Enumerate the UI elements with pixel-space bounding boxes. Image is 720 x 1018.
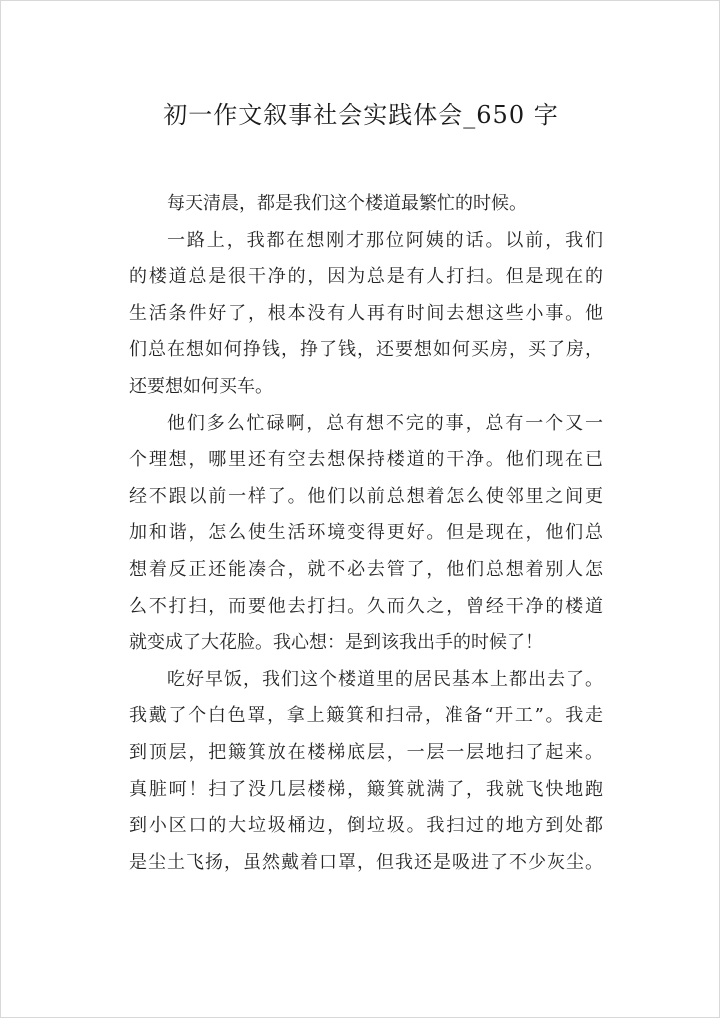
body-line: 加和谐，怎么使生活环境变得更好。但是现在，他们总 (129, 522, 603, 544)
body-line: 经不跟以前一样了。他们以前总想着怎么使邻里之间更 (129, 485, 603, 507)
body-line: 生活条件好了，根本没有人再有时间去想这些小事。他 (129, 302, 603, 324)
body-line: 他们多么忙碌啊，总有想不完的事，总有一个又一 (167, 412, 603, 434)
body-line: 们总在想如何挣钱，挣了钱，还要想如何买房，买了房， (129, 339, 603, 361)
body-line: 想着反正还能凑合，就不必去管了，他们总想着别人怎 (129, 558, 603, 580)
body-line: 每天清晨，都是我们这个楼道最繁忙的时候。 (167, 193, 527, 214)
body-line: 的楼道总是很干净的，因为总是有人打扫。但是现在的 (129, 266, 603, 288)
body-line: 个理想，哪里还有空去想保持楼道的干净。他们现在已 (129, 449, 603, 471)
body-line: 是尘土飞扬，虽然戴着口罩，但我还是吸进了不少灰尘。 (129, 851, 603, 873)
body-line: 么不打扫，而要他去打扫。久而久之，曾经干净的楼道 (129, 595, 603, 617)
document-body (129, 186, 603, 881)
body-line: 我戴了个白色罩，拿上簸箕和扫帚，准备“开工”。我走 (129, 705, 603, 727)
body-line: 到小区口的大垃圾桶边，倒垃圾。我扫过的地方到处都 (129, 815, 603, 837)
document-title: 初一作文叙事社会实践体会_650 字 (163, 101, 559, 129)
body-line: 还要想如何买车。 (129, 375, 273, 397)
body-line: 真脏呵！扫了没几层楼梯，簸箕就满了，我就飞快地跑 (129, 778, 603, 800)
body-line: 到顶层，把簸箕放在楼梯底层，一层一层地扫了起来。 (129, 741, 603, 763)
body-line: 吃好早饭，我们这个楼道里的居民基本上都出去了。 (167, 668, 603, 690)
body-line: 一路上，我都在想刚才那位阿姨的话。以前，我们 (167, 229, 603, 251)
body-line: 就变成了大花脸。我心想：是到该我出手的时候了！ (129, 632, 543, 654)
